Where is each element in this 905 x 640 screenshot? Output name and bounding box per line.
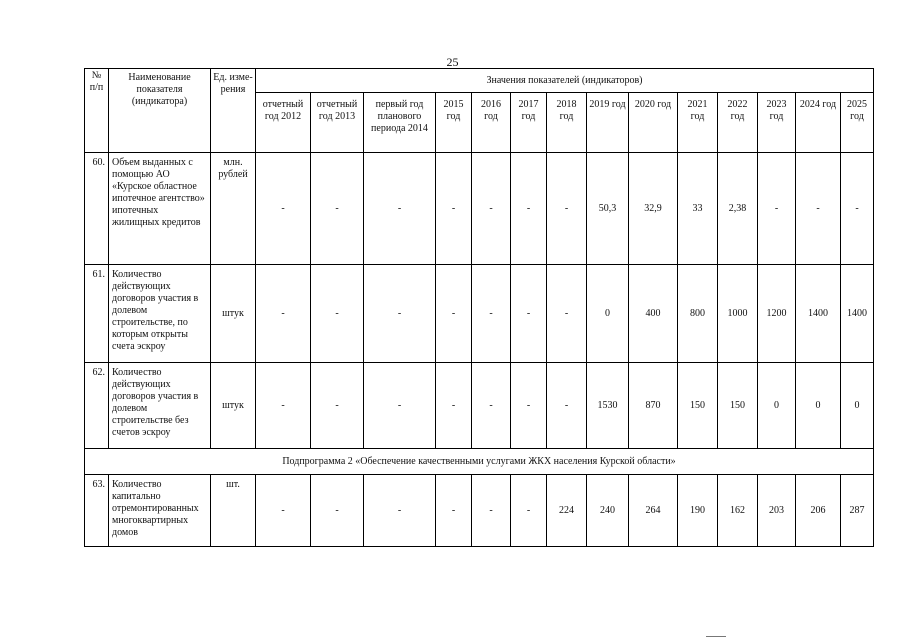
value-cell: - — [256, 475, 311, 547]
year-2020: 2020 год — [629, 93, 678, 153]
value-cell: 0 — [587, 265, 629, 363]
indicator-name: Количество капитально отремонтированных многоквартирных домов — [109, 475, 211, 547]
value-cell: - — [511, 475, 547, 547]
value-cell: 33 — [678, 153, 718, 265]
value-cell: - — [511, 265, 547, 363]
value-cell: 190 — [678, 475, 718, 547]
value-cell: - — [472, 475, 511, 547]
year-2018: 2018 год — [547, 93, 587, 153]
value-cell: - — [472, 153, 511, 265]
subprogram-title: Подпрограмма 2 «Обеспечение качественными услугами ЖКХ населения Курской области» — [85, 449, 874, 475]
value-cell: - — [436, 265, 472, 363]
year-2019: 2019 год — [587, 93, 629, 153]
year-2021: 2021 год — [678, 93, 718, 153]
indicator-name: Количество действующих договоров участия в долевом строительстве без счетов эскроу — [109, 363, 211, 449]
value-cell: - — [256, 265, 311, 363]
scan-artifact — [706, 636, 726, 637]
value-cell: - — [547, 153, 587, 265]
value-cell: 870 — [629, 363, 678, 449]
value-cell: 1000 — [718, 265, 758, 363]
value-cell: 1200 — [758, 265, 796, 363]
value-cell: - — [511, 153, 547, 265]
value-cell: - — [364, 363, 436, 449]
value-cell: 1400 — [796, 265, 841, 363]
value-cell: - — [364, 153, 436, 265]
year-2025: 2025 год — [841, 93, 874, 153]
value-cell: 1530 — [587, 363, 629, 449]
subprogram-row — [85, 449, 874, 475]
indicators-table — [84, 68, 874, 547]
year-2017: 2017 год — [511, 93, 547, 153]
value-cell: - — [364, 265, 436, 363]
value-cell: - — [472, 265, 511, 363]
header-name: Наименование показателя (индикатора) — [109, 69, 211, 153]
unit-cell: млн. рублей — [211, 153, 256, 265]
year-2023: 2023 год — [758, 93, 796, 153]
indicator-name: Объем выданных с помощью АО «Курское областное ипотечное агентство» ипотечных жилищных кредитов — [109, 153, 211, 265]
value-cell: 150 — [718, 363, 758, 449]
year-2022: 2022 год — [718, 93, 758, 153]
value-cell: 0 — [758, 363, 796, 449]
value-cell: - — [547, 265, 587, 363]
value-cell: - — [436, 363, 472, 449]
value-cell: 264 — [629, 475, 678, 547]
value-cell: - — [311, 153, 364, 265]
table-row — [85, 265, 874, 363]
year-2012: отчетный год 2012 — [256, 93, 311, 153]
year-2016: 2016 год — [472, 93, 511, 153]
year-2015: 2015 год — [436, 93, 472, 153]
value-cell: - — [796, 153, 841, 265]
row-number: 62. — [85, 363, 109, 449]
page-number: 25 — [446, 55, 459, 69]
value-cell: 0 — [841, 363, 874, 449]
row-number: 61. — [85, 265, 109, 363]
row-number: 63. — [85, 475, 109, 547]
value-cell: - — [436, 475, 472, 547]
year-2024: 2024 год — [796, 93, 841, 153]
value-cell: - — [311, 363, 364, 449]
value-cell: - — [547, 363, 587, 449]
value-cell: - — [758, 153, 796, 265]
value-cell: - — [841, 153, 874, 265]
value-cell: - — [472, 363, 511, 449]
year-2014: первый год планового периода 2014 — [364, 93, 436, 153]
value-cell: - — [311, 475, 364, 547]
year-2013: отчетный год 2013 — [311, 93, 364, 153]
value-cell: 50,3 — [587, 153, 629, 265]
value-cell: 150 — [678, 363, 718, 449]
value-cell: - — [511, 363, 547, 449]
value-cell: 800 — [678, 265, 718, 363]
row-number: 60. — [85, 153, 109, 265]
value-cell: 1400 — [841, 265, 874, 363]
table-row — [85, 153, 874, 265]
header-unit: Ед. изме-рения — [211, 69, 256, 153]
table-row — [85, 363, 874, 449]
value-cell: 162 — [718, 475, 758, 547]
unit-cell: штук — [211, 265, 256, 363]
unit-cell: шт. — [211, 475, 256, 547]
value-cell: - — [436, 153, 472, 265]
table-row — [85, 475, 874, 547]
value-cell: 203 — [758, 475, 796, 547]
value-cell: - — [256, 363, 311, 449]
value-cell: 240 — [587, 475, 629, 547]
value-cell: 0 — [796, 363, 841, 449]
value-cell: 2,38 — [718, 153, 758, 265]
unit-cell: штук — [211, 363, 256, 449]
value-cell: - — [311, 265, 364, 363]
value-cell: 32,9 — [629, 153, 678, 265]
indicator-name: Количество действующих договоров участия в долевом строительстве, по которым открыты счета эскроу — [109, 265, 211, 363]
value-cell: - — [256, 153, 311, 265]
value-cell: 224 — [547, 475, 587, 547]
header-no: № п/п — [85, 69, 109, 153]
value-cell: 206 — [796, 475, 841, 547]
value-cell: 287 — [841, 475, 874, 547]
header-values-title: Значения показателей (индикаторов) — [256, 69, 874, 93]
value-cell: - — [364, 475, 436, 547]
value-cell: 400 — [629, 265, 678, 363]
